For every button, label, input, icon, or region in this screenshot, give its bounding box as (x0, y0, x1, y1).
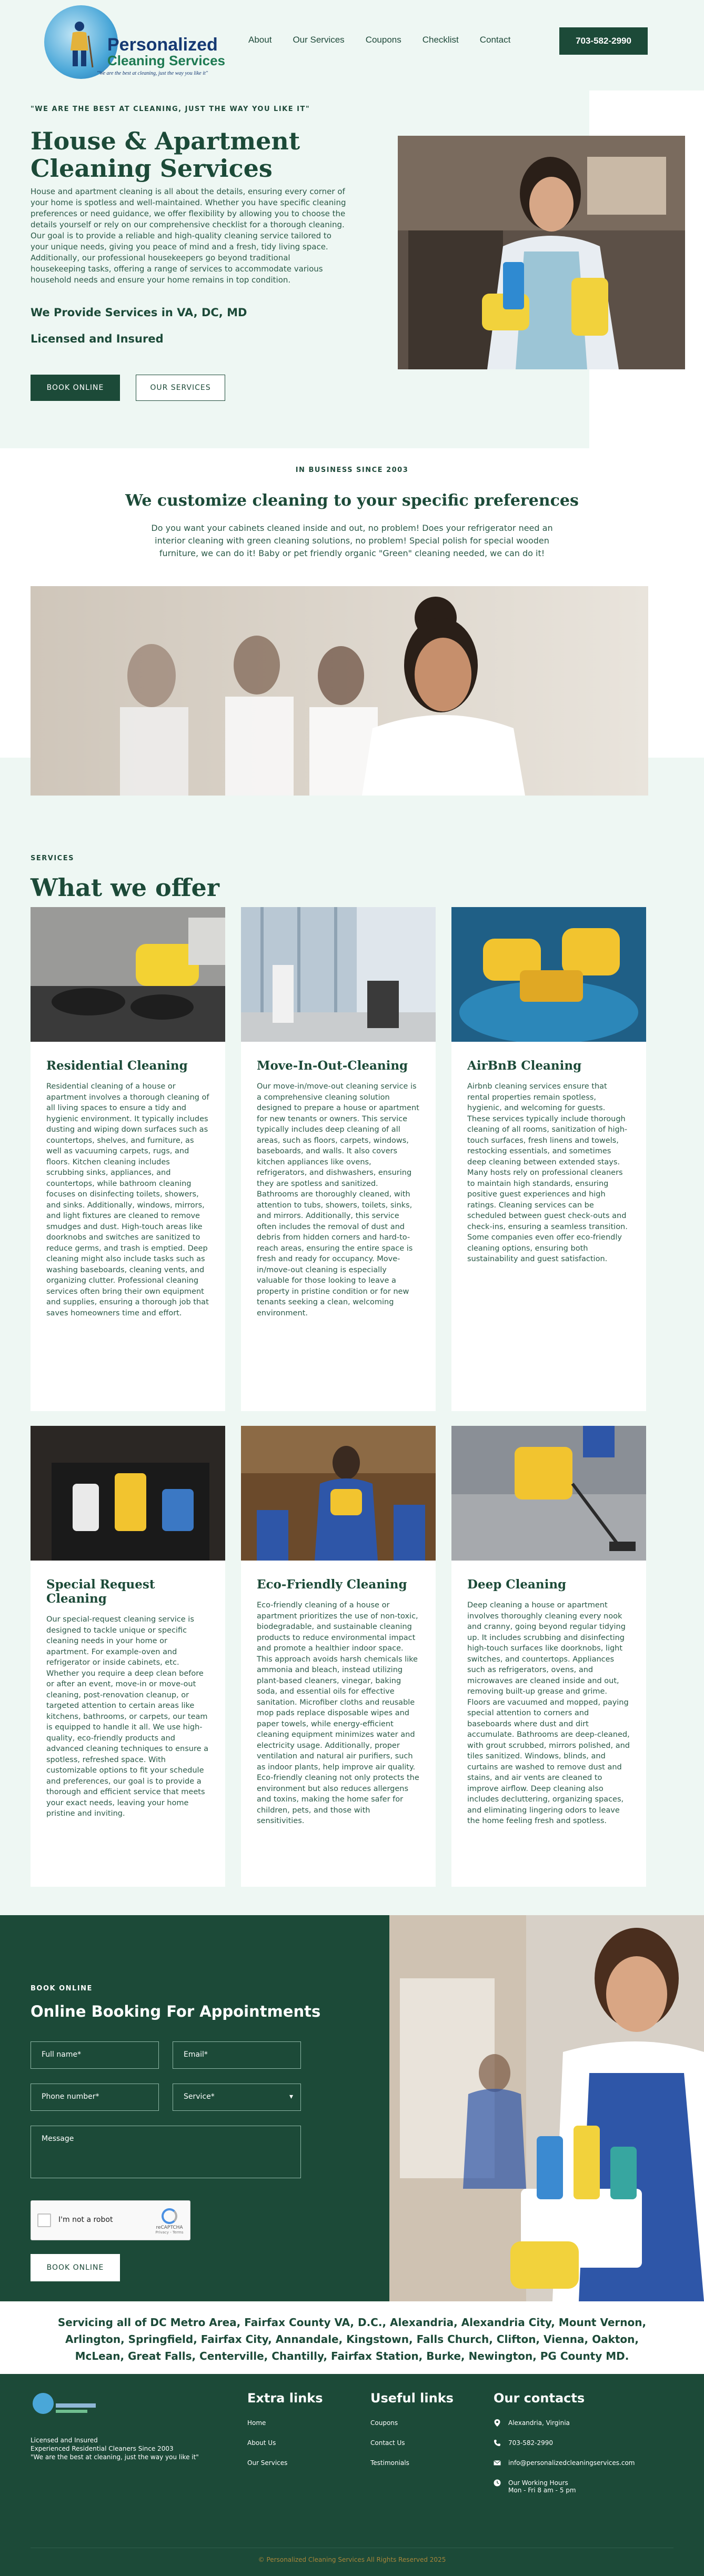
hero-our-services-button[interactable]: OUR SERVICES (136, 375, 225, 401)
recaptcha-logo (155, 2208, 184, 2235)
hero-title: House & Apartment Cleaning Services (31, 127, 300, 183)
useful-links-title: Useful links (370, 2391, 454, 2406)
service-title-deep-cleaning: Deep Cleaning (467, 1577, 567, 1592)
footer-copyright: © Personalized Cleaning Services All Rights Reserved 2025 (258, 2556, 446, 2563)
phone-button[interactable]: 703-582-2990 (559, 27, 648, 55)
contact-phone-text[interactable]: 703-582-2990 (508, 2439, 554, 2447)
nav-coupons[interactable]: Coupons (365, 35, 401, 45)
email-icon (494, 2459, 501, 2467)
service-card-eco-friendly[interactable] (241, 1426, 436, 1887)
email-input[interactable]: Email* (173, 2041, 301, 2069)
footer-tagline: "We are the best at cleaning, just the way you like it" (31, 2453, 199, 2461)
footer-useful-links (370, 2391, 454, 2479)
intro-description: Do you want your cabinets cleaned inside and out, no problem! Does your refrigerator need an interior cleaning with green cleaning solutions, no problem! Special polish for special wooden furniture, we can do it! Baby or pet friendly organic "Green" cleaning needed, we can do it! (151, 523, 553, 558)
cleaner-figure-icon (65, 20, 94, 68)
service-photo-airbnb (451, 907, 646, 1042)
service-text-deep-cleaning: Deep cleaning a house or apartment involves thoroughly cleaning every nook and cranny, going beyond regular tidying up. It includes scrubbing and disinfecting high-touch surfaces like doorknobs, light switches, and countertops. Appliances such as refrigerators, ovens, and microwaves are cleaned inside and out, removing built-up grease and grime. Floors are vacuumed and mopped, paying special attention to corners and baseboards where dust and dirt accumulate. Bathrooms are deep-cleaned, with grout scrubbed, mirrors polished, and tiles sanitized. Windows, blinds, and curtains are washed to remove dust and stains, and air vents are cleaned to improve airflow. Deep cleaning also includes decluttering, organizing spaces, and eliminating lingering odors to leave the home feeling fresh and spotless. (467, 1601, 630, 1825)
services-eyebrow: SERVICES (31, 854, 74, 862)
hero-book-online-button[interactable]: BOOK ONLINE (31, 375, 120, 401)
service-select[interactable] (173, 2084, 301, 2111)
nav-checklist[interactable]: Checklist (422, 35, 459, 45)
service-title-airbnb: AirBnB Cleaning (467, 1059, 582, 1073)
chevron-down-icon: ▾ (289, 2092, 293, 2101)
intro-title: We customize cleaning to your specific preferences (125, 491, 579, 510)
service-title-move-in-out: Move-In-Out-Cleaning (257, 1059, 408, 1073)
contact-phone[interactable] (494, 2439, 672, 2447)
brand-logo[interactable] (44, 5, 225, 79)
service-select-value: Service* (184, 2092, 215, 2101)
service-photo-eco-friendly (241, 1426, 436, 1561)
hours-title: Our Working Hours (508, 2479, 568, 2487)
service-text-residential: Residential cleaning of a house or apartment involves a thorough cleaning of all living spaces to ensure a tidy and hygienic environment. It typically includes dusting and wiping down surfaces such as countertops, shelves, and furniture, as well as vacuuming carpets, rugs, and floors. Kitchen cleaning includes scrubbing sinks, appliances, and countertops, while bathroom cleaning focuses on disinfecting toilets, showers, and sinks. Additionally, windows, mirrors, and light fixtures are cleaned to remove smudges and dust. High-touch areas like doorknobs and switches are sanitized to reduce germs, and trash is emptied. Deep cleaning might also include tasks such as washing baseboards, cleaning vents, and organizing clutter. Professional cleaning services often bring their own equipment and supplies, ensuring a thorough job that saves homeowners time and effort. (46, 1082, 209, 1317)
footer-extra-links (247, 2391, 323, 2479)
extra-links-title: Extra links (247, 2391, 323, 2406)
service-area-section (0, 2301, 704, 2374)
nav-contact[interactable]: Contact (479, 35, 511, 45)
service-title-special-request: Special Request Cleaning (46, 1577, 155, 1606)
intro-eyebrow: IN BUSINESS SINCE 2003 (295, 466, 409, 474)
full-name-input[interactable]: Full name* (31, 2041, 159, 2069)
contact-location (494, 2419, 672, 2427)
intro-section (0, 448, 704, 581)
recaptcha-icon (162, 2208, 177, 2224)
hero-photo-cleaner (398, 136, 685, 369)
contact-hours-text (508, 2479, 576, 2494)
services-title: What we offer (31, 873, 219, 902)
service-card-move-in-out[interactable] (241, 907, 436, 1411)
booking-photo-cleaner (389, 1915, 704, 2301)
footer-logo[interactable] (31, 2391, 99, 2422)
service-card-residential[interactable] (31, 907, 225, 1411)
brand-name-line2: Cleaning Services (107, 53, 225, 68)
hero-section (0, 90, 704, 448)
footer-experience: Experienced Residential Cleaners Since 2003 (31, 2445, 174, 2452)
footer-info (31, 2436, 199, 2461)
footer-licensed: Licensed and Insured (31, 2437, 98, 2444)
footer-link-contact[interactable]: Contact Us (370, 2439, 405, 2447)
booking-submit-button[interactable]: BOOK ONLINE (31, 2254, 120, 2281)
team-photo (31, 586, 648, 796)
service-card-special-request[interactable] (31, 1426, 225, 1887)
contact-location-text: Alexandria, Virginia (508, 2419, 570, 2427)
booking-title: Online Booking For Appointments (31, 2003, 321, 2020)
service-photo-move-in-out (241, 907, 436, 1042)
footer-contacts (494, 2391, 672, 2507)
hero-eyebrow: "WE ARE THE BEST AT CLEANING, JUST THE WAY YOU LIKE IT" (31, 105, 310, 113)
recaptcha-checkbox[interactable] (37, 2213, 51, 2227)
phone-icon (494, 2439, 501, 2447)
recaptcha-label: I'm not a robot (58, 2216, 113, 2224)
hero-licensed: Licensed and Insured (31, 333, 164, 345)
main-nav (248, 35, 531, 45)
booking-section (0, 1915, 704, 2301)
hours-value: Mon - Fri 8 am - 5 pm (508, 2487, 576, 2494)
contact-email-text[interactable]: info@personalizedcleaningservices.com (508, 2459, 635, 2467)
nav-about[interactable]: About (248, 35, 272, 45)
footer-link-coupons[interactable]: Coupons (370, 2419, 398, 2427)
services-section (0, 839, 704, 1915)
brand-tagline: "We are the best at cleaning, just the way you like it" (97, 71, 208, 76)
service-text-special-request: Our special-request cleaning service is designed to tackle unique or specific cleaning needs in your home or apartment. For example-oven and refrigerator or inside cabinets, etc. Whether you require a deep clean before or after an event, move-in or move-out cleaning, post-renovation cleanup, or targeted attention to certain areas like kitchens, bathrooms, or carpets, our team is equipped to handle it all. We use high-quality, eco-friendly products and advanced cleaning techniques to ensure a spotless, refreshed space. With customizable options to fit your schedule and preferences, our goal is to provide a thorough and efficient service that meets your exact needs, leaving your home pristine and inviting. (46, 1615, 209, 1818)
service-title-eco-friendly: Eco-Friendly Cleaning (257, 1577, 407, 1592)
nav-our-services[interactable]: Our Services (293, 35, 345, 45)
service-card-deep-cleaning[interactable] (451, 1426, 646, 1887)
service-text-eco-friendly: Eco-friendly cleaning of a house or apartment prioritizes the use of non-toxic, biodegradable, and sustainable cleaning products to reduce environmental impact and promote a healthier indoor space. This approach avoids harsh chemicals like ammonia and bleach, instead utilizing plant-based cleaners, vinegar, baking soda, and essential oils for effective sanitation. Microfiber cloths and reusable mop pads replace disposable wipes and paper towels, while energy-efficient cleaning equipment minimizes water and electricity usage. Additionally, proper ventilation and natural air purifiers, such as indoor plants, help improve air quality. Eco-friendly cleaning not only protects the environment but also reduces allergens and toxins, making the home safer for children, pets, and those with sensitivities. (257, 1601, 419, 1825)
clock-icon (494, 2479, 501, 2487)
contacts-title: Our contacts (494, 2391, 585, 2406)
site-header (0, 0, 704, 90)
service-text-move-in-out: Our move-in/move-out cleaning service is a comprehensive cleaning solution designed to prepare a house or apartment for new tenants or owners. This service typically includes deep cleaning of all areas, such as floors, carpets, windows, baseboards, and walls. It also covers kitchen appliances like ovens, refrigerators, and dishwashers, ensuring they are spotless and sanitized. Bathrooms are thoroughly cleaned, with attention to tubs, showers, toilets, sinks, and mirrors. Additionally, this service often includes the removal of dust and debris from hidden corners and hard-to-reach areas, ensuring the entire space is fresh and ready for occupancy. Move-in/move-out cleaning is especially valuable for those looking to leave a property in pristine condition or for new tenants seeking a clean, welcoming environment. (257, 1082, 419, 1317)
service-title-residential: Residential Cleaning (46, 1059, 188, 1073)
footer-link-home[interactable]: Home (247, 2419, 266, 2427)
contact-hours (494, 2479, 672, 2494)
phone-input[interactable]: Phone number* (31, 2084, 159, 2111)
site-footer (0, 2374, 704, 2576)
service-text-airbnb: Airbnb cleaning services ensure that rental properties remain spotless, hygienic, and welcoming for guests. These services typically include thorough cleaning of all rooms, sanitization of high-touch surfaces, fresh linens and towels, restocking essentials, and sometimes deep cleaning between extended stays. Many hosts rely on professional cleaners to maintain high standards, ensuring positive guest experiences and high ratings. Cleaning services can be scheduled between guest check-outs and check-ins, ensuring a seamless transition. Some companies even offer eco-friendly cleaning options, ensuring both sustainability and guest satisfaction. (467, 1082, 628, 1263)
service-photo-special-request (31, 1426, 225, 1561)
recaptcha-widget[interactable] (31, 2200, 190, 2240)
location-pin-icon (494, 2419, 501, 2427)
footer-link-services[interactable]: Our Services (247, 2459, 288, 2467)
team-photo-wrap (0, 581, 704, 839)
recaptcha-terms[interactable]: Privacy - Terms (155, 2230, 184, 2235)
footer-link-testimonials[interactable]: Testimonials (370, 2459, 409, 2467)
service-photo-deep-cleaning (451, 1426, 646, 1561)
service-card-airbnb[interactable] (451, 907, 646, 1411)
message-textarea[interactable]: Message (31, 2126, 301, 2178)
service-photo-residential (31, 907, 225, 1042)
service-area-text: Servicing all of DC Metro Area, Fairfax County VA, D.C., Alexandria, Alexandria City, Mount Vernon, Arlington, Springfield, Fairfax City, Annandale, Kingstown, Falls Church, Clifton, Vienna, Oakton, McLean, Great Falls, Centerville, Chantilly, Fairfax Station, Burke, Newington, PG County MD. (57, 2316, 647, 2362)
hero-description: House and apartment cleaning is all about the details, ensuring every corner of your home is spotless and well-maintained. Whether you have specific cleaning preferences or need guidance, we offer flexibility by allowing you to choose the details yourself or rely on our comprehensive checklist for a thorough cleaning. Our goal is to provide a reliable and high-quality cleaning service tailored to your unique needs, giving you peace of mind and a fresh, tidy living space. Additionally, our professional housekeepers go beyond traditional housekeeping tasks, offering a range of services to accommodate various household needs and ensure your home remains in top condition. (31, 187, 346, 285)
booking-eyebrow: BOOK ONLINE (31, 1985, 93, 1993)
brand-name: Personalized (107, 35, 218, 55)
contact-email[interactable] (494, 2459, 672, 2467)
footer-link-about[interactable]: About Us (247, 2439, 276, 2447)
recaptcha-brand: reCAPTCHA (156, 2225, 183, 2230)
hero-service-area: We Provide Services in VA, DC, MD (31, 306, 247, 319)
